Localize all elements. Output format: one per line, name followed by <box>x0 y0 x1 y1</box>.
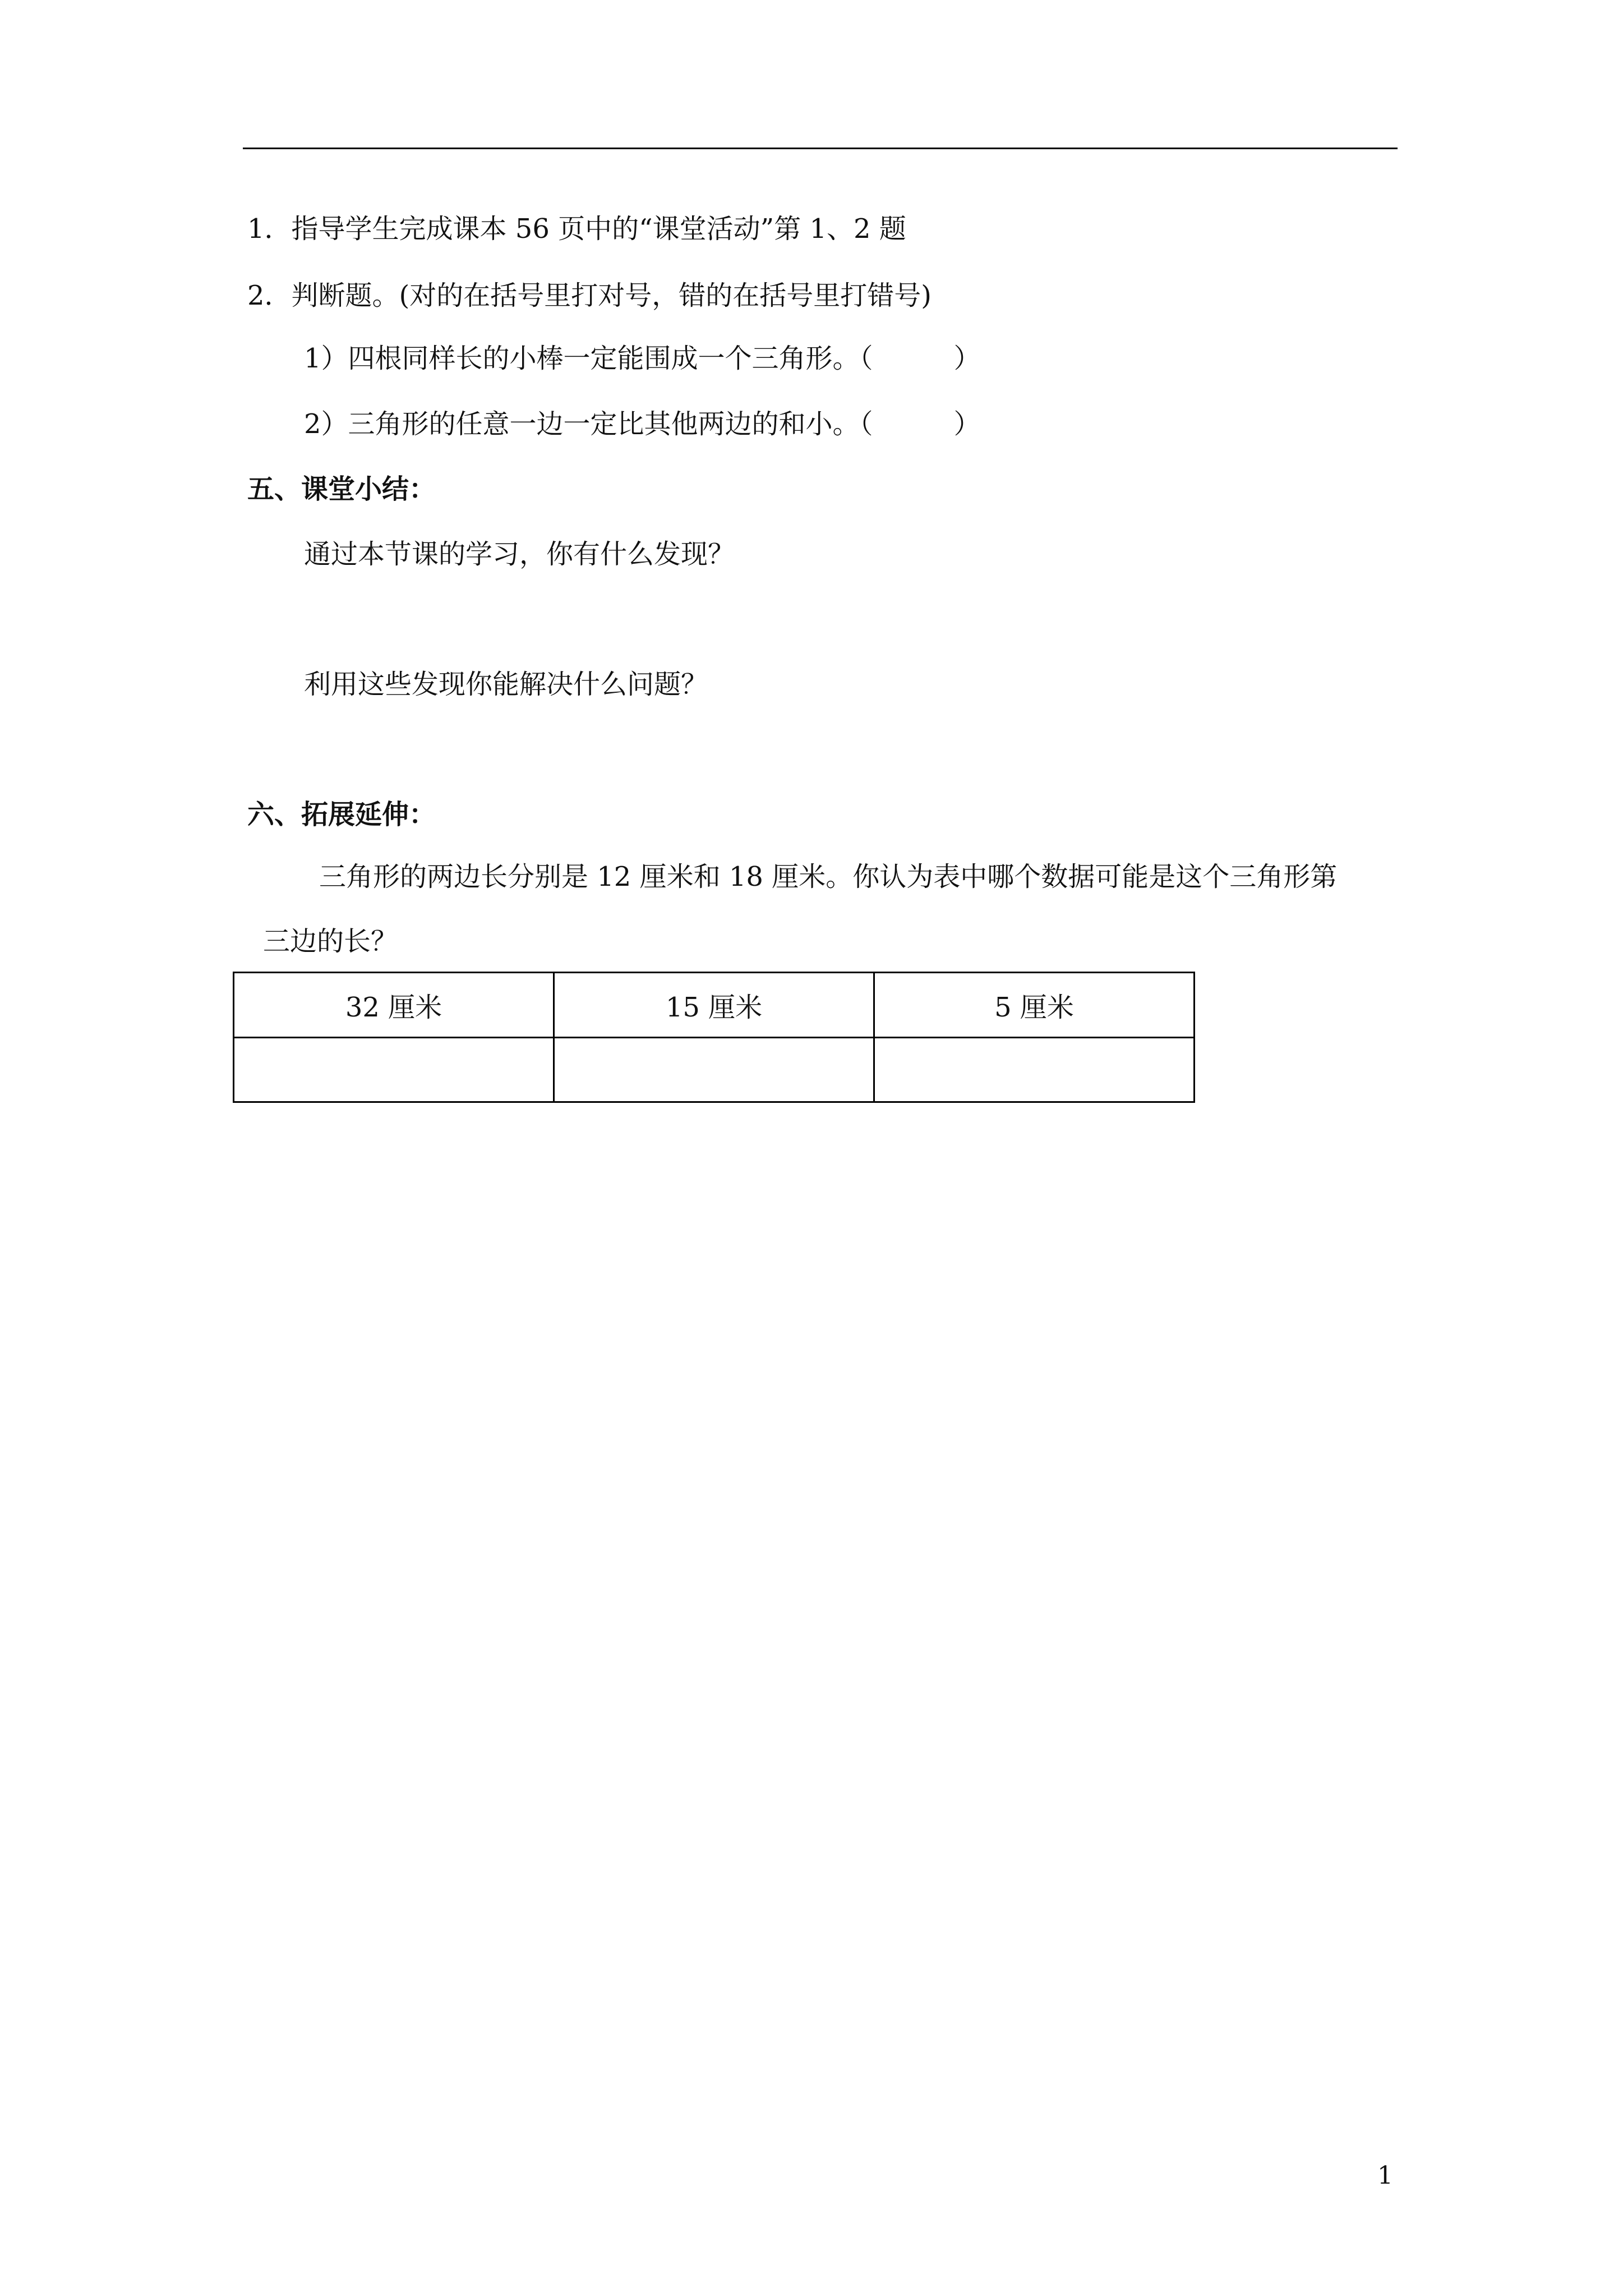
table-header-row <box>234 973 1195 1038</box>
practice-item-2: 2．判断题。(对的在括号里打对号，错的在括号里打错号) <box>247 280 932 311</box>
judgement-question-2: 2）三角形的任意一边一定比其他两边的和小。（ ） <box>304 408 981 440</box>
table-cell-32cm: 32 厘米 <box>234 973 554 1038</box>
extension-heading: 六、拓展延伸： <box>247 799 436 830</box>
summary-question-1: 通过本节课的学习，你有什么发现？ <box>304 539 735 570</box>
summary-question-2: 利用这些发现你能解决什么问题？ <box>304 669 708 700</box>
table-answer-row <box>234 1037 1195 1102</box>
answer-cell-1 <box>234 1037 554 1102</box>
extension-problem-line-2: 三边的长？ <box>263 926 398 957</box>
side-length-table <box>233 972 1195 1103</box>
table-cell-15cm: 15 厘米 <box>554 973 874 1038</box>
header-rule <box>243 148 1398 149</box>
page-number: 1 <box>1377 2161 1393 2190</box>
table-cell-5cm: 5 厘米 <box>874 973 1195 1038</box>
summary-heading: 五、课堂小结： <box>247 473 436 505</box>
practice-item-1: 1．指导学生完成课本 56 页中的“课堂活动”第 1、2 题 <box>247 213 906 245</box>
answer-cell-3 <box>874 1037 1195 1102</box>
answer-cell-2 <box>554 1037 874 1102</box>
extension-problem-line-1: 三角形的两边长分别是 12 厘米和 18 厘米。你认为表中哪个数据可能是这个三角形第 <box>319 861 1338 892</box>
judgement-question-1: 1）四根同样长的小棒一定能围成一个三角形。（ ） <box>304 343 981 374</box>
